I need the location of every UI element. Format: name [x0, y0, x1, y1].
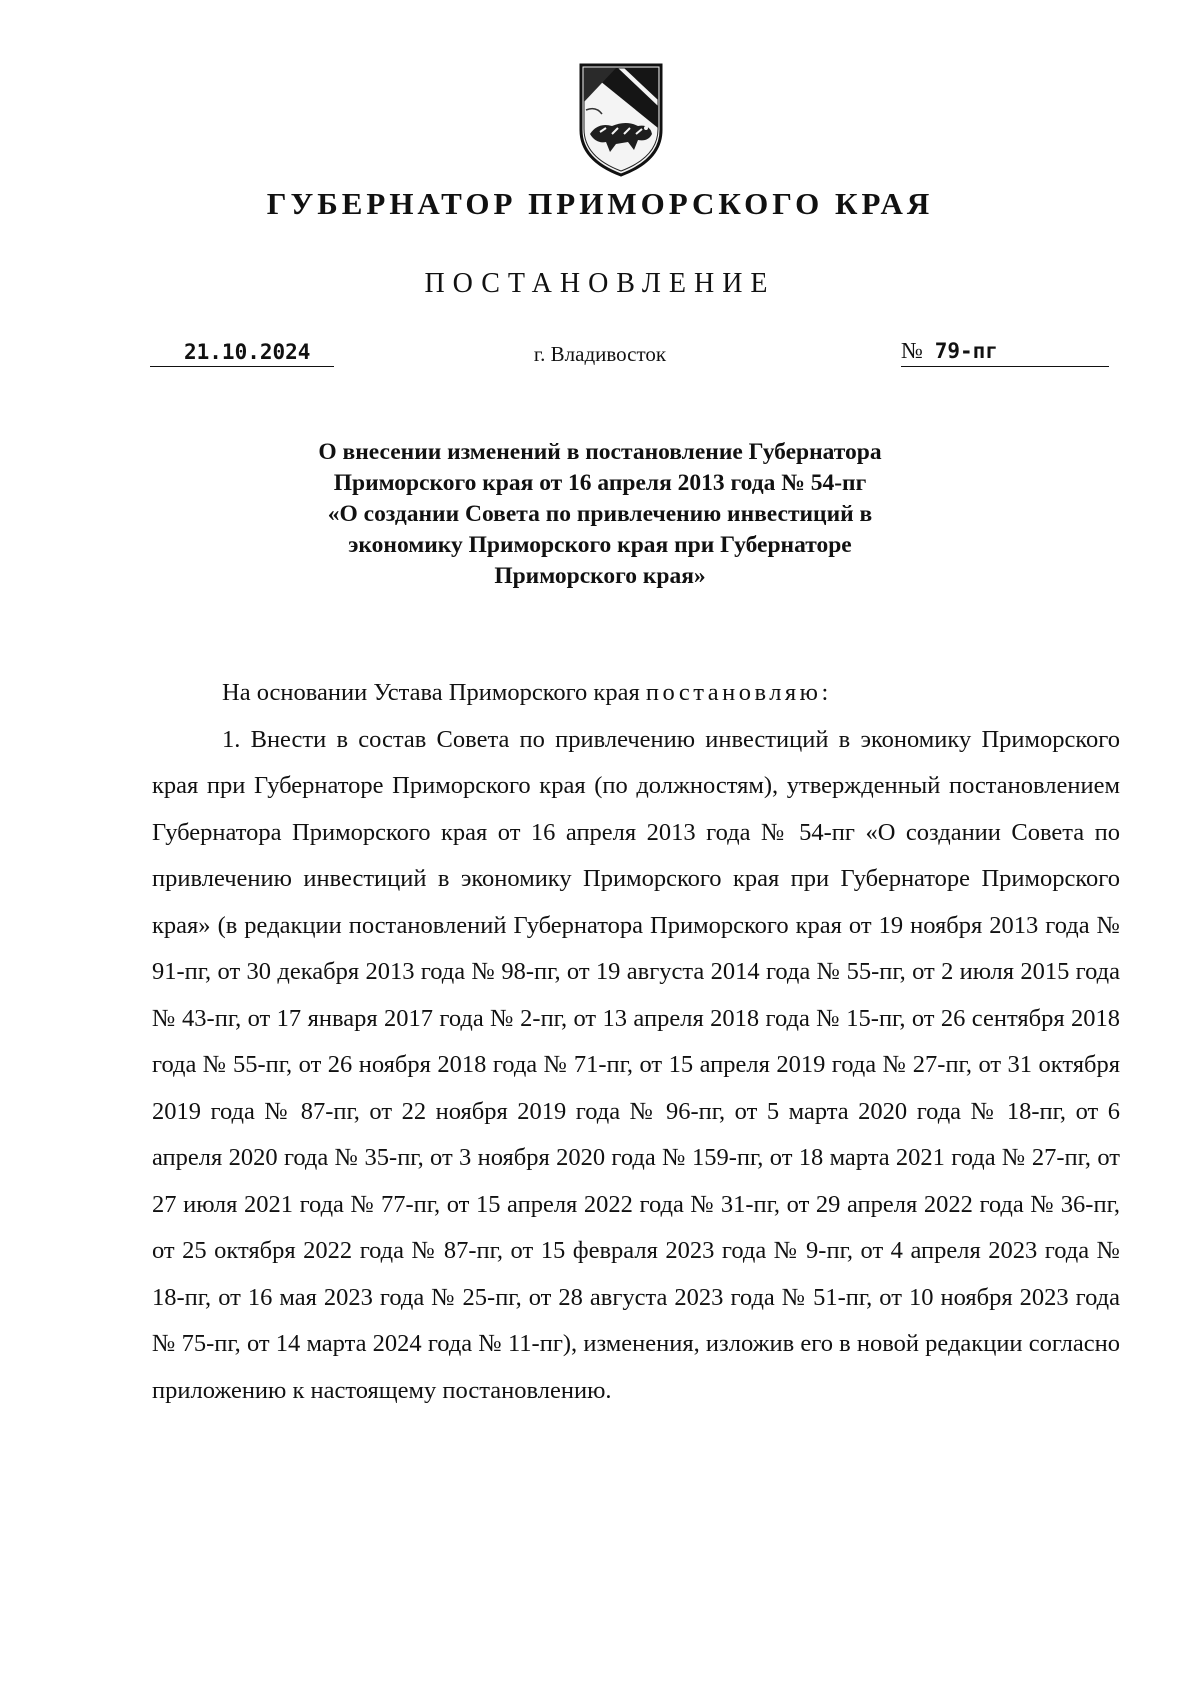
title-line: экономику Приморского края при Губернаторе: [348, 532, 852, 558]
document-title: [220, 437, 980, 592]
preamble-text: На основании Устава Приморского края: [222, 679, 640, 706]
document-number-field: [901, 338, 1109, 367]
number-sign: №: [901, 338, 923, 363]
document-date: 21.10.2024: [184, 340, 311, 364]
title-line: Приморского края»: [494, 563, 706, 589]
title-line: О внесении изменений в постановление Губернатора: [318, 439, 882, 465]
document-city: г. Владивосток: [533, 342, 667, 366]
document-number: 79-пг: [934, 339, 998, 363]
title-line: Приморского края от 16 апреля 2013 года № 54-пг: [333, 470, 867, 496]
paragraph-1: 1. Внести в состав Совета по привлечению инвестиций в экономику Приморского края при Губернаторе Приморского края (по должностям), утвержденный постановлением Губернатора Приморского края от 16 апреля 2013 года № 54-пг «О создании Совета по привлечению инвестиций в экономику Приморского края при Губернаторе Приморского края» (в редакции постановлений Губернатора Приморского края от 19 ноября 2013 года № 91-пг, от 30 декабря 2013 года № 98-пг, от 19 августа 2014 года № 55-пг, от 2 июля 2015 года № 43-пг, от 17 января 2017 года № 2-пг, от 13 апреля 2018 года № 15-пг, от 26 сентября 2018 года № 55-пг, от 26 ноября 2018 года № 71-пг, от 15 апреля 2019 года № 27-пг, от 31 октября 2019 года № 87-пг, от 22 ноября 2019 года № 96-пг, от 5 марта 2020 года № 18-пг, от 6 апреля 2020 года № 35-пг, от 3 ноября 2020 года № 159-пг, от 18 марта 2021 года № 27-пг, от 27 июля 2021 года № 77-пг, от 15 апреля 2022 года № 31-пг, от 29 апреля 2022 года № 36-пг, от 25 октября 2022 года № 87-пг, от 15 февраля 2023 года № 9-пг, от 4 апреля 2023 года № 18-пг, от 16 мая 2023 года № 25-пг, от 28 августа 2023 года № 51-пг, от 10 ноября 2023 года № 75-пг, от 14 марта 2024 года № 11-пг), изменения, изложив его в новой редакции согласно приложению к настоящему постановлению.: [152, 725, 1120, 1404]
document-body: [152, 670, 1120, 1414]
document-authority: ГУБЕРНАТОР ПРИМОРСКОГО КРАЯ: [266, 186, 934, 221]
title-line: «О создании Совета по привлечению инвестиций в: [327, 501, 873, 527]
preamble-spaced-word: постановляю: [645, 679, 822, 706]
preamble-paragraph: [152, 670, 1120, 717]
document-type: ПОСТАНОВЛЕНИЕ: [424, 268, 776, 299]
coat-of-arms-icon: [576, 62, 666, 178]
preamble-colon: :: [821, 679, 829, 706]
